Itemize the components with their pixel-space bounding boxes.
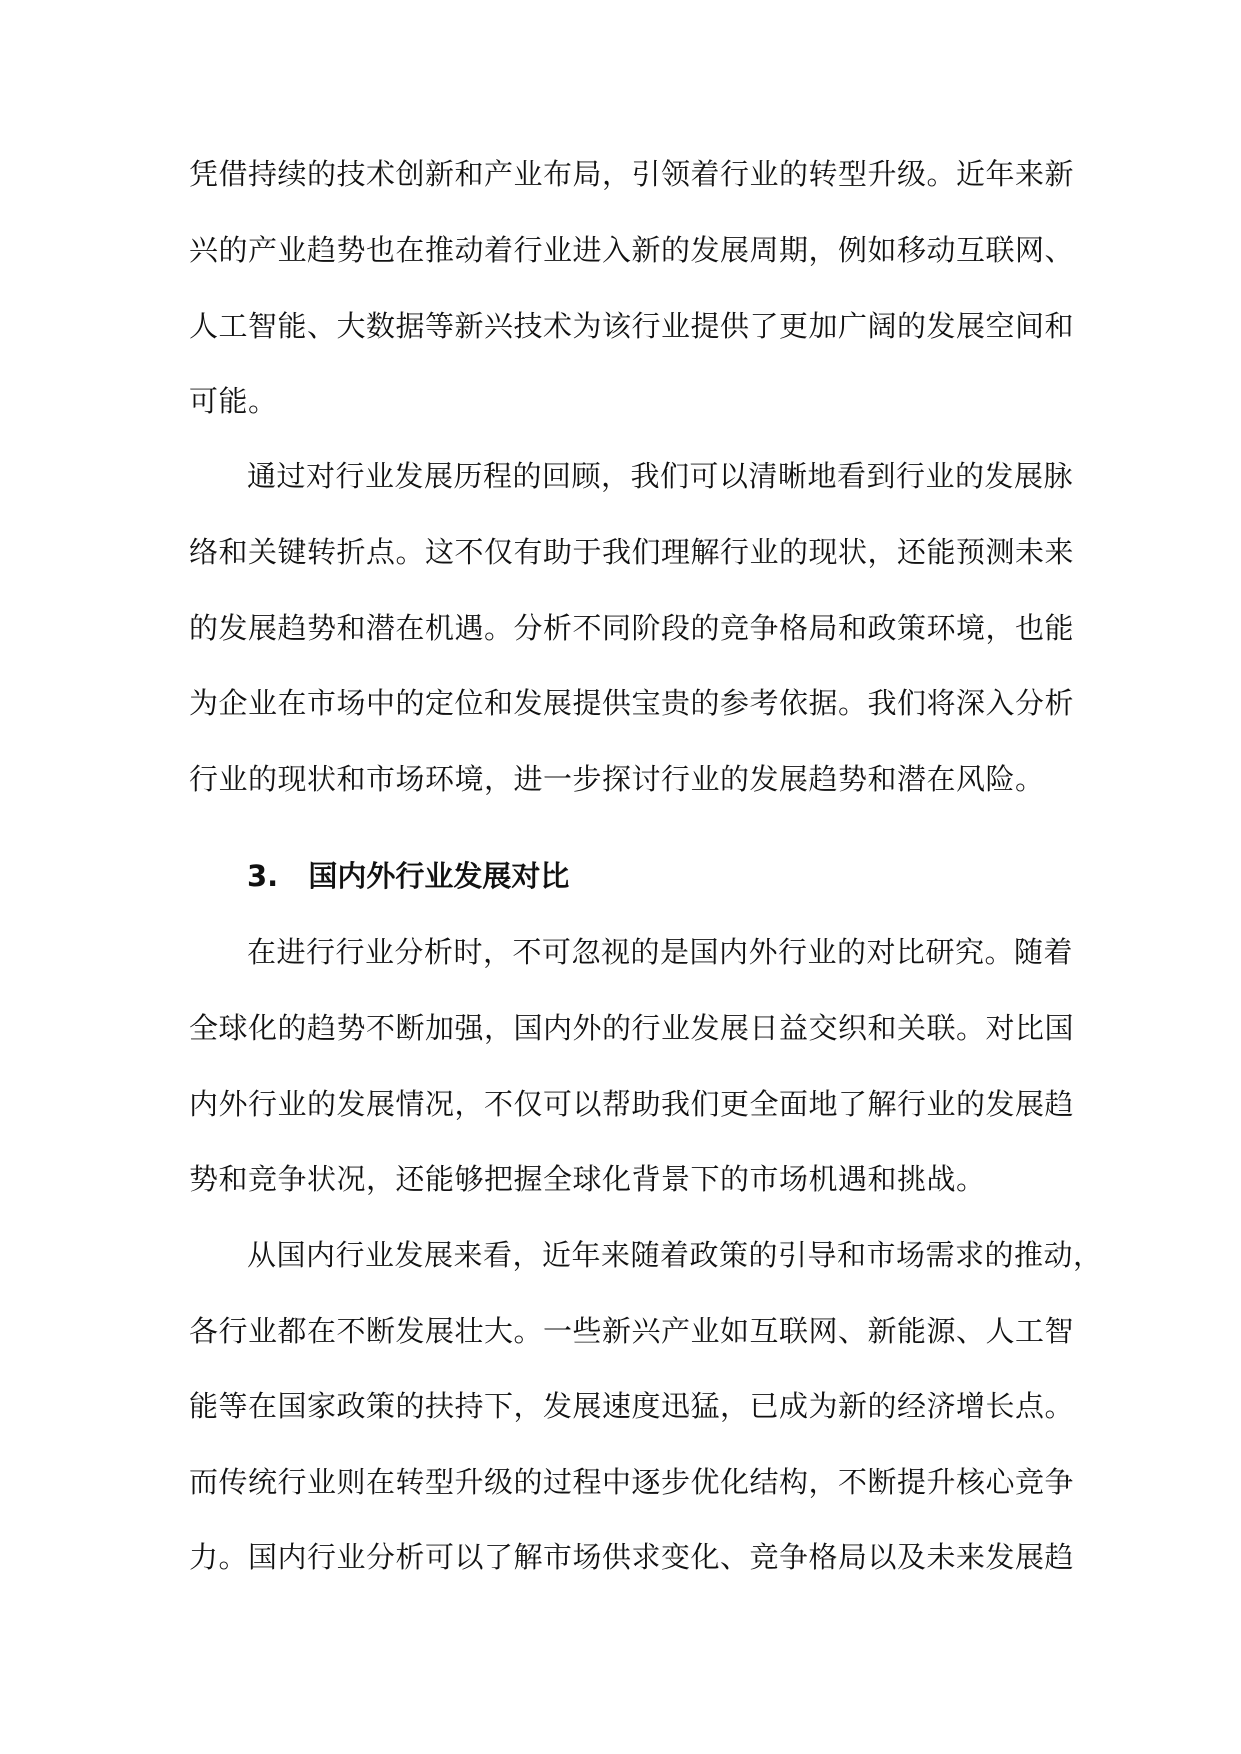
paragraph-line: 可能。 (189, 384, 278, 418)
paragraph-line: 凭借持续的技术创新和产业布局，引领着行业的转型升级。近年来新 (189, 157, 1075, 191)
paragraph-line: 在进行行业分析时，不可忽视的是国内外行业的对比研究。随着 (247, 935, 1074, 969)
paragraph-line: 行业的现状和市场环境，进一步探讨行业的发展趋势和潜在风险。 (189, 762, 1045, 796)
paragraph-line: 各行业都在不断发展壮大。一些新兴产业如互联网、新能源、人工智 (189, 1314, 1075, 1348)
paragraph-line: 力。国内行业分析可以了解市场供求变化、竞争格局以及未来发展趋 (189, 1540, 1075, 1574)
paragraph-line: 从国内行业发展来看，近年来随着政策的引导和市场需求的推动， (247, 1238, 1103, 1272)
paragraph-line: 络和关键转折点。这不仅有助于我们理解行业的现状，还能预测未来 (189, 535, 1075, 569)
paragraph-line: 能等在国家政策的扶持下，发展速度迅猛，已成为新的经济增长点。 (189, 1389, 1075, 1423)
paragraph-line: 势和竞争状况，还能够把握全球化背景下的市场机遇和挑战。 (189, 1162, 986, 1196)
paragraph-line: 的发展趋势和潜在机遇。分析不同阶段的竞争格局和政策环境，也能 (189, 611, 1075, 645)
section-number: 3. (247, 859, 279, 893)
paragraph-line: 为企业在市场中的定位和发展提供宝贵的参考依据。我们将深入分析 (189, 686, 1075, 720)
section-heading (247, 856, 569, 896)
section-title: 国内外行业发展对比 (308, 859, 570, 893)
paragraph-line: 兴的产业趋势也在推动着行业进入新的发展周期，例如移动互联网、 (189, 233, 1075, 267)
paragraph-line: 通过对行业发展历程的回顾，我们可以清晰地看到行业的发展脉 (247, 459, 1074, 493)
paragraph-line: 全球化的趋势不断加强，国内外的行业发展日益交织和关联。对比国 (189, 1011, 1075, 1045)
paragraph-line: 人工智能、大数据等新兴技术为该行业提供了更加广阔的发展空间和 (189, 309, 1075, 343)
paragraph-line: 而传统行业则在转型升级的过程中逐步优化结构，不断提升核心竞争 (189, 1465, 1075, 1499)
paragraph-line: 内外行业的发展情况，不仅可以帮助我们更全面地了解行业的发展趋 (189, 1087, 1075, 1121)
